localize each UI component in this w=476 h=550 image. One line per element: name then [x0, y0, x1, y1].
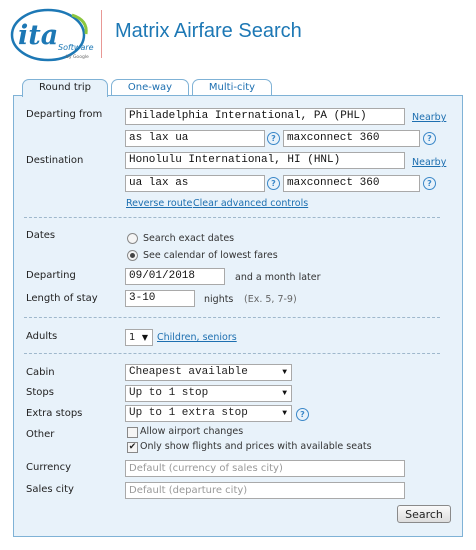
- nights-label: nights: [204, 294, 234, 305]
- destination-label: Destination: [26, 155, 84, 166]
- search-exact-dates-label: Search exact dates: [143, 233, 235, 244]
- other-label: Other: [26, 429, 55, 440]
- departing-date-note: and a month later: [235, 272, 321, 283]
- page-title: Matrix Airfare Search: [115, 20, 302, 42]
- length-of-stay-input[interactable]: 3-10: [125, 290, 195, 307]
- currency-label: Currency: [26, 462, 72, 473]
- adults-count-select[interactable]: [125, 329, 153, 346]
- allow-airport-changes-label: Allow airport changes: [140, 426, 244, 437]
- only-available-seats-label: Only show flights and prices with available seats: [140, 441, 372, 452]
- ita-software-logo[interactable]: [8, 6, 100, 64]
- clear-advanced-controls-link[interactable]: Clear advanced controls: [193, 198, 309, 209]
- cabin-select[interactable]: [125, 364, 292, 381]
- section-divider: [24, 317, 440, 318]
- departing-date-input[interactable]: 09/01/2018: [125, 268, 225, 285]
- only-available-seats-checkbox[interactable]: ✔: [128, 442, 137, 452]
- chevron-down-icon: ▼: [141, 333, 148, 342]
- currency-input[interactable]: Default (currency of sales city): [125, 460, 405, 477]
- extra-stops-select[interactable]: [125, 405, 292, 422]
- allow-airport-changes-checkbox[interactable]: [127, 427, 138, 438]
- search-exact-dates-radio[interactable]: [127, 233, 138, 244]
- chevron-down-icon: ▼: [282, 389, 287, 398]
- extension-help-icon[interactable]: ?: [423, 177, 436, 190]
- section-divider: [24, 353, 440, 354]
- extension-help-icon[interactable]: ?: [423, 132, 436, 145]
- destination-input[interactable]: Honolulu International, HI (HNL): [125, 152, 405, 169]
- svg-text:Software: Software: [58, 43, 94, 52]
- departing-from-label: Departing from: [26, 109, 103, 120]
- adults-count-value: 1: [129, 332, 136, 343]
- stops-value: Up to 1 stop: [129, 387, 209, 399]
- routing-help-icon[interactable]: ?: [267, 177, 280, 190]
- departing-routing-codes-input[interactable]: as lax ua: [125, 130, 265, 147]
- extra-stops-help-icon[interactable]: ?: [296, 408, 309, 421]
- departing-date-label: Departing: [26, 270, 76, 281]
- chevron-down-icon: ▼: [282, 368, 287, 377]
- children-seniors-link[interactable]: Children, seniors: [157, 332, 237, 343]
- chevron-down-icon: ▼: [282, 409, 287, 418]
- cabin-label: Cabin: [26, 367, 55, 378]
- length-of-stay-hint: (Ex. 5, 7-9): [244, 294, 297, 305]
- tab-multi-city[interactable]: Multi-city: [192, 79, 272, 96]
- section-divider: [24, 217, 440, 218]
- dates-label: Dates: [26, 230, 56, 241]
- stops-label: Stops: [26, 387, 54, 398]
- calendar-lowest-fares-label: See calendar of lowest fares: [143, 250, 278, 261]
- reverse-route-link[interactable]: Reverse route: [126, 198, 193, 209]
- header-divider: [101, 10, 102, 58]
- cabin-value: Cheapest available: [129, 366, 248, 378]
- svg-text:by Google: by Google: [66, 55, 89, 60]
- calendar-lowest-fares-radio[interactable]: [127, 250, 138, 261]
- sales-city-input[interactable]: Default (departure city): [125, 482, 405, 499]
- length-of-stay-label: Length of stay: [26, 293, 98, 304]
- tab-round-trip[interactable]: Round trip: [22, 79, 108, 97]
- svg-text:ita: ita: [18, 20, 59, 51]
- departing-nearby-link[interactable]: Nearby: [412, 112, 447, 123]
- extra-stops-label: Extra stops: [26, 408, 83, 419]
- departing-extension-codes-input[interactable]: maxconnect 360: [283, 130, 420, 147]
- departing-from-input[interactable]: Philadelphia International, PA (PHL): [125, 108, 405, 125]
- destination-nearby-link[interactable]: Nearby: [412, 157, 447, 168]
- extra-stops-value: Up to 1 extra stop: [129, 407, 248, 419]
- search-button[interactable]: Search: [397, 505, 451, 523]
- routing-help-icon[interactable]: ?: [267, 132, 280, 145]
- destination-routing-codes-input[interactable]: ua lax as: [125, 175, 265, 192]
- header: [0, 0, 476, 70]
- tab-one-way[interactable]: One-way: [111, 79, 189, 96]
- sales-city-label: Sales city: [26, 484, 74, 495]
- stops-select[interactable]: [125, 385, 292, 402]
- destination-extension-codes-input[interactable]: maxconnect 360: [283, 175, 420, 192]
- adults-label: Adults: [26, 331, 58, 342]
